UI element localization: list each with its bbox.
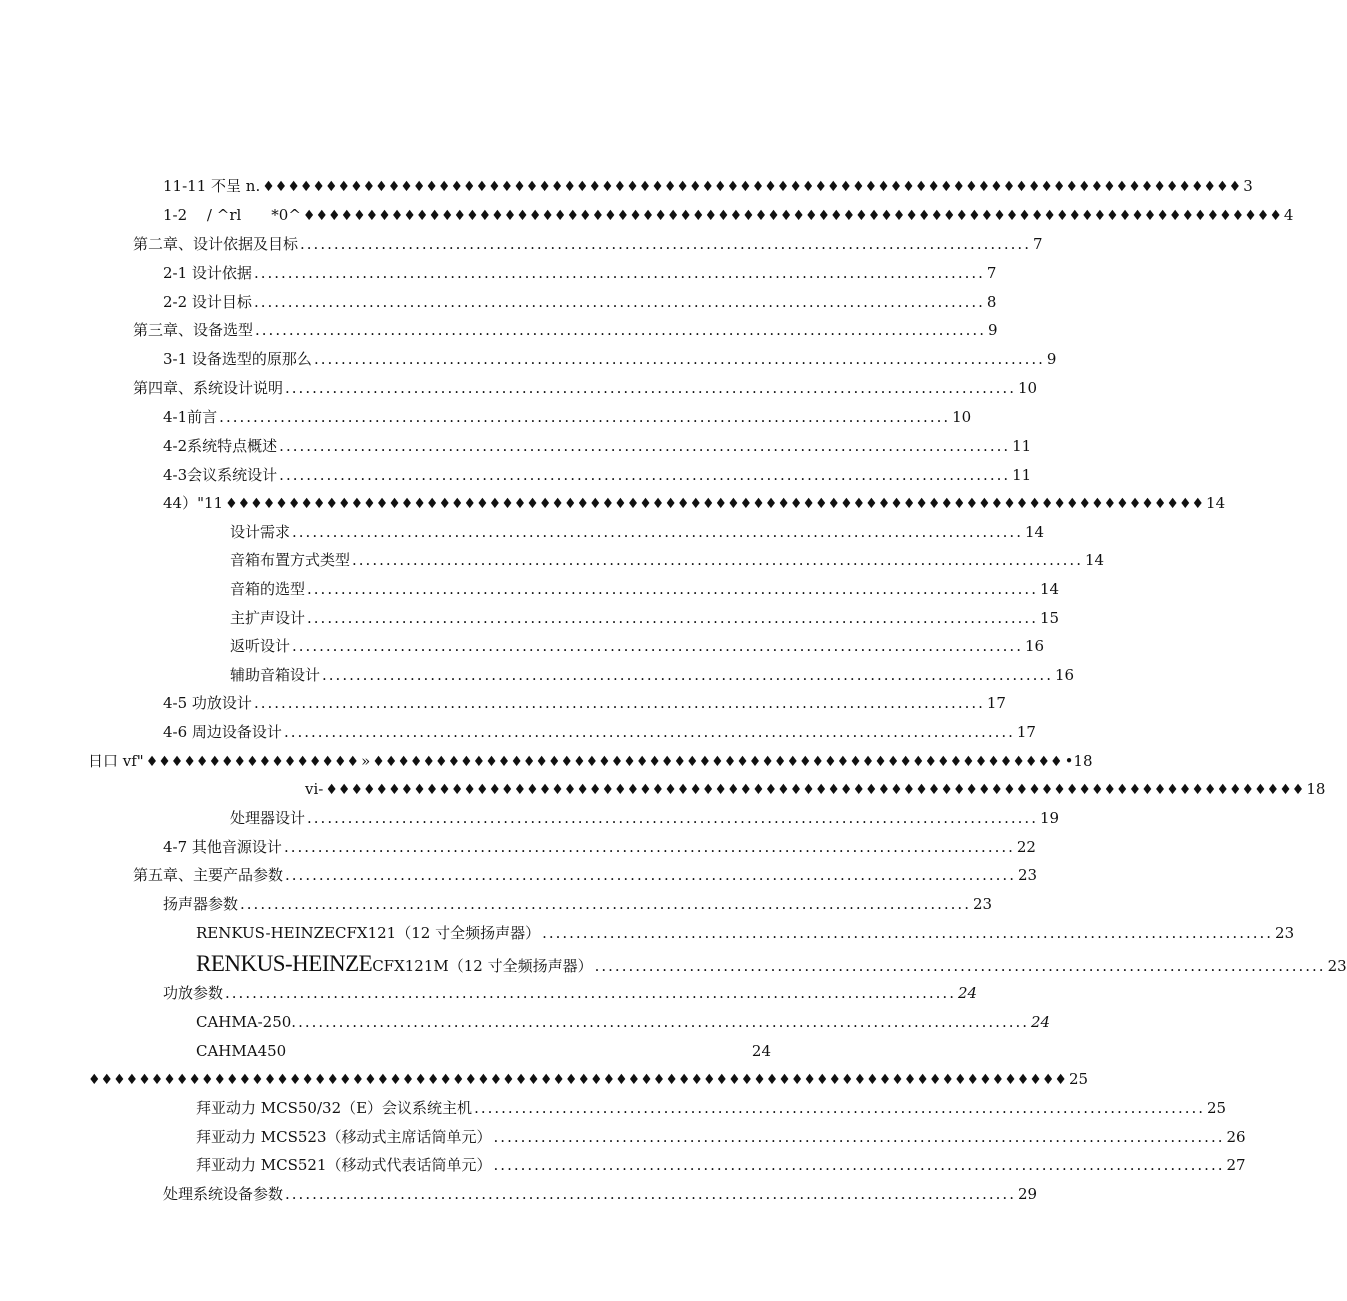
toc-entry	[88, 751, 1093, 771]
toc-entry	[133, 378, 1038, 398]
toc-leader: ............................................................................................................	[322, 666, 1053, 684]
toc-entry	[163, 837, 1036, 857]
toc-leader: ............................................................................................................	[240, 895, 971, 913]
toc-page-number: 17	[986, 694, 1006, 712]
toc-entry-title: vi-	[305, 780, 324, 798]
toc-leader: ............................................................................................................	[313, 350, 1045, 368]
toc-entry-title: 第四章、系统设计说明	[133, 379, 284, 397]
toc-entry	[196, 1012, 1051, 1032]
toc-page-number: 14	[1206, 494, 1226, 512]
toc-leader: ............................................................................................................	[493, 1156, 1225, 1174]
toc-entry	[133, 234, 1043, 254]
toc-entry-title: 第五章、主要产品参数	[133, 866, 284, 884]
toc-entry-title: 处理器设计	[230, 809, 306, 827]
toc-leader: ............................................................................................................	[283, 838, 1015, 856]
toc-leader: ............................................................................................................	[255, 321, 986, 339]
toc-entry-title: 4-6 周边设备设计	[163, 723, 282, 741]
toc-entry	[163, 722, 1036, 742]
toc-leader: ............................................................................................................	[253, 264, 985, 282]
toc-page-number: 11	[1012, 437, 1032, 455]
toc-page-number: 7	[986, 264, 997, 282]
toc-entry	[196, 1098, 1227, 1118]
toc-entry	[163, 436, 1032, 456]
toc-entry	[133, 320, 998, 340]
toc-leader: ............................................................................................................	[285, 379, 1016, 397]
toc-leader: ............................................................................................................	[279, 466, 1011, 484]
toc-leader: ............................................................................................................	[493, 1128, 1225, 1146]
toc-entry	[163, 894, 993, 914]
toc-leader: ............................................................................................................	[285, 1185, 1016, 1203]
toc-page-number: 10	[1017, 379, 1038, 397]
toc-leader: ............................................................................................................	[219, 408, 951, 426]
toc-leader: ............................................................................................................	[285, 866, 1016, 884]
toc-leader: ♦♦♦♦♦♦♦♦♦♦♦♦♦♦♦♦♦♦♦♦♦♦♦♦♦♦♦♦♦♦♦♦♦♦♦♦♦♦♦♦♦♦♦♦♦♦♦♦♦♦♦♦♦♦♦♦♦♦♦♦♦♦♦♦♦♦♦♦♦♦♦♦♦♦♦♦♦♦	[88, 1072, 1067, 1088]
toc-entry-brand: RENKUS-HEINZE	[196, 951, 373, 976]
toc-page-number: 27	[1226, 1156, 1246, 1174]
toc-page-number: 9	[1046, 350, 1057, 368]
toc-leader: ♦♦♦♦♦♦♦♦♦♦♦♦♦♦♦♦♦♦♦♦♦♦♦♦♦♦♦♦♦♦♦♦♦♦♦♦♦♦♦♦♦♦♦♦♦♦♦♦♦♦♦♦♦♦♦♦♦♦♦♦♦♦♦♦♦♦♦♦♦♦♦♦♦♦♦♦♦♦	[325, 782, 1305, 798]
toc-page-number: 24	[1031, 1013, 1051, 1031]
toc-entry	[230, 636, 1045, 656]
toc-entry-title: 1-2 / ^rl *0^	[163, 206, 301, 224]
toc-entry-title: 辅助音箱设计	[230, 666, 321, 684]
toc-entry	[196, 923, 1295, 943]
toc-entry	[163, 263, 997, 283]
toc-entry-title: 处理系统设备参数	[163, 1185, 284, 1203]
toc-entry-title: 音箱的选型	[230, 580, 306, 598]
toc-leader: ♦♦♦♦♦♦♦♦♦♦♦♦♦♦♦♦♦	[145, 754, 360, 770]
toc-entry	[230, 579, 1060, 599]
toc-leader: ............................................................................................................	[292, 523, 1023, 541]
toc-leader: ............................................................................................................	[352, 551, 1083, 569]
toc-page-number: 26	[1226, 1128, 1246, 1146]
toc-entry	[163, 205, 1294, 225]
toc-page-number: 10	[952, 408, 972, 426]
toc-page-number: 17	[1016, 723, 1036, 741]
toc-entry	[230, 550, 1105, 570]
toc-entry	[163, 176, 1253, 196]
toc-entry-title: 4-5 功放设计	[163, 694, 252, 712]
toc-entry-title: 11-11 不呈 n.	[163, 177, 261, 195]
toc-entry-title: RENKUS-HEINZECFX121	[196, 924, 397, 942]
toc-leader: ............................................................................................................	[307, 609, 1038, 627]
toc-entry-title: 前言	[187, 408, 218, 426]
toc-entry-title: 主扩声设计	[230, 609, 306, 627]
toc-leader: ............................................................................................................	[292, 637, 1023, 655]
toc-page-number: 23	[1017, 866, 1038, 884]
toc-entry-title: CAHMA-250.	[196, 1013, 297, 1031]
toc-page-number: 14	[1024, 523, 1045, 541]
toc-entry	[196, 951, 1347, 977]
toc-entry	[196, 1041, 771, 1061]
toc-leader: ............................................................................................................	[307, 809, 1038, 827]
toc-leader: ♦♦♦♦♦♦♦♦♦♦♦♦♦♦♦♦♦♦♦♦♦♦♦♦♦♦♦♦♦♦♦♦♦♦♦♦♦♦♦♦♦♦♦♦♦♦♦♦♦♦♦♦♦♦♦	[372, 754, 1063, 770]
toc-entry	[163, 292, 997, 312]
toc-page-number: 15	[1039, 609, 1060, 627]
toc-leader: ............................................................................................................	[298, 1013, 1030, 1031]
toc-page-number: 11	[1012, 466, 1032, 484]
toc-entry-title: 扬声器参数	[163, 895, 239, 913]
toc-entry-title: 第二章、设计依据及目标	[133, 235, 299, 253]
toc-page-number: 16	[1024, 637, 1045, 655]
toc-entry	[133, 865, 1038, 885]
toc-entry-number: 4-2	[163, 437, 188, 455]
toc-entry	[196, 1127, 1246, 1147]
toc-entry-title: 拜亚动力 MCS50/32（E）会议系统主机	[196, 1099, 473, 1117]
toc-entry-title: 2-1 设计依据	[163, 264, 252, 282]
toc-entry-title: 会议系统设计	[187, 466, 278, 484]
toc-page-number: 23	[972, 895, 993, 913]
toc-entry	[230, 522, 1045, 542]
toc-entry-title: 功放参数	[163, 984, 224, 1002]
toc-page-number: 14	[1084, 551, 1105, 569]
toc-entry	[163, 693, 1006, 713]
toc-entry	[196, 1155, 1246, 1175]
toc-entry-title: 第三章、设备选型	[133, 321, 254, 339]
toc-entry-title: 4-7 其他音源设计	[163, 838, 282, 856]
toc-leader: ............................................................................................................	[300, 235, 1031, 253]
toc-leader: ............................................................................................................	[253, 293, 985, 311]
toc-leader: ♦♦♦♦♦♦♦♦♦♦♦♦♦♦♦♦♦♦♦♦♦♦♦♦♦♦♦♦♦♦♦♦♦♦♦♦♦♦♦♦♦♦♦♦♦♦♦♦♦♦♦♦♦♦♦♦♦♦♦♦♦♦♦♦♦♦♦♦♦♦♦♦♦♦♦♦♦♦	[225, 496, 1205, 512]
toc-entry	[163, 983, 978, 1003]
toc-leader: ............................................................................................................	[474, 1099, 1206, 1117]
toc-page-number: 23	[1275, 924, 1295, 942]
toc-page-number: 23	[1327, 957, 1347, 975]
toc-page-number: 25	[1068, 1070, 1089, 1088]
toc-page-number: 19	[1039, 809, 1060, 827]
toc-page-number: •18	[1064, 752, 1093, 770]
toc-entry-title: 系统特点概述	[187, 437, 278, 455]
toc-entry-title: 3-1 设备选型的原那么	[163, 350, 312, 368]
toc-entry-title: 拜亚动力 MCS521	[196, 1156, 327, 1174]
toc-leader: ............................................................................................................	[307, 580, 1038, 598]
toc-page-number: 9	[987, 321, 998, 339]
toc-entry-title: 2-2 设计目标	[163, 293, 252, 311]
toc-entry-number: 4-1	[163, 408, 188, 426]
toc-page-number: 25	[1207, 1099, 1227, 1117]
toc-page-number: 29	[1017, 1185, 1038, 1203]
toc-entry-subtitle: （移动式代表话筒单元）	[326, 1156, 492, 1174]
toc-page-number: 16	[1054, 666, 1075, 684]
toc-page-number: 4	[1283, 206, 1294, 224]
toc-entry-title: CAHMA450	[196, 1042, 287, 1060]
toc-page-number: 18	[1306, 780, 1326, 798]
toc-entry	[163, 1184, 1038, 1204]
toc-page-number: 8	[986, 293, 997, 311]
toc-page-number: 24	[957, 984, 978, 1002]
toc-entry-subtitle: （移动式主席话筒单元）	[326, 1128, 492, 1146]
toc-entry	[305, 779, 1326, 799]
toc-entry	[163, 493, 1226, 513]
toc-entry	[163, 349, 1057, 369]
toc-entry-title: 拜亚动力 MCS523	[196, 1128, 327, 1146]
toc-page-number: 14	[1039, 580, 1060, 598]
toc-entry-title: 44）"11	[163, 494, 224, 512]
toc-leader: ♦♦♦♦♦♦♦♦♦♦♦♦♦♦♦♦♦♦♦♦♦♦♦♦♦♦♦♦♦♦♦♦♦♦♦♦♦♦♦♦♦♦♦♦♦♦♦♦♦♦♦♦♦♦♦♦♦♦♦♦♦♦♦♦♦♦♦♦♦♦♦♦♦♦♦♦♦♦	[302, 208, 1282, 224]
toc-leader: ............................................................................................................	[225, 984, 956, 1002]
toc-leader: ............................................................................................................	[594, 957, 1326, 975]
toc-leader-mark: »	[361, 752, 371, 770]
toc-entry-title: 返听设计	[230, 637, 291, 655]
toc-entry-number: 4-3	[163, 466, 188, 484]
toc-entry-title: 设计需求	[230, 523, 291, 541]
toc-entry	[230, 665, 1075, 685]
toc-entry	[163, 465, 1032, 485]
toc-leader: ♦♦♦♦♦♦♦♦♦♦♦♦♦♦♦♦♦♦♦♦♦♦♦♦♦♦♦♦♦♦♦♦♦♦♦♦♦♦♦♦♦♦♦♦♦♦♦♦♦♦♦♦♦♦♦♦♦♦♦♦♦♦♦♦♦♦♦♦♦♦♦♦♦♦♦♦♦♦	[262, 179, 1242, 195]
toc-page-number: 22	[1016, 838, 1036, 856]
toc-entry	[230, 608, 1060, 628]
toc-entry-title: 音箱布置方式类型	[230, 551, 351, 569]
toc-entry-subtitle: （12 寸全频扬声器）	[396, 924, 541, 942]
toc-page-number: 7	[1032, 235, 1043, 253]
toc-entry	[88, 1069, 1089, 1089]
toc-leader: ............................................................................................................	[283, 723, 1015, 741]
toc-entry-title: CFX121M（12 寸全频扬声器）	[372, 957, 593, 975]
toc-leader: ............................................................................................................	[279, 437, 1011, 455]
toc-entry-title: 日口 vf"	[88, 752, 144, 770]
toc-entry	[230, 808, 1060, 828]
toc-entry	[163, 407, 972, 427]
toc-page-number: 3	[1243, 177, 1253, 195]
toc-leader: ............................................................................................................	[542, 924, 1274, 942]
toc-leader: ............................................................................................................	[253, 694, 985, 712]
toc-page-number: 24	[751, 1042, 771, 1060]
